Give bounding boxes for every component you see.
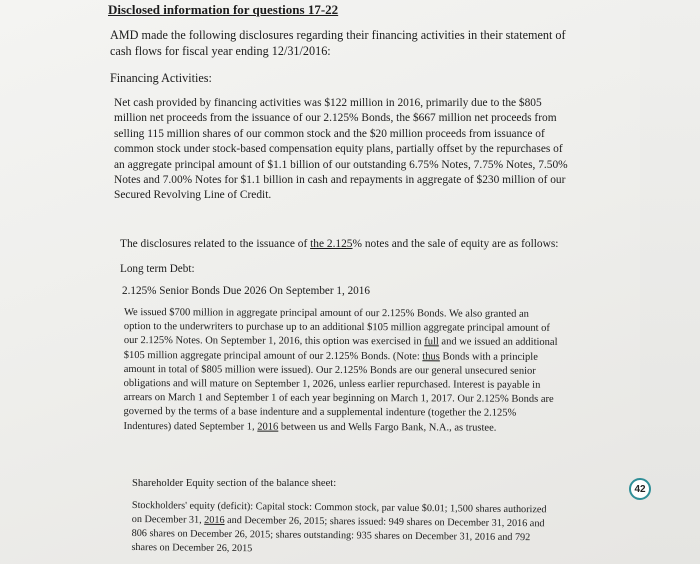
disclosures-intro-after: % notes and the sale of equity are as follows: bbox=[352, 238, 559, 250]
equity-section-label: Shareholder Equity section of the balance sheet: bbox=[132, 478, 337, 489]
financing-activities-paragraph: Net cash provided by financing activities was $122 million in 2016, primarily due to the $805 million net proceeds from the issuance of our 2.125% Bonds, the $667 million net proceeds from selling 115 million shares of our common stock and the $20 million proceeds from issuance of common stock under stock-based compensation equity plans, partially offset by the repurchases of an aggregate principal amount of $1.1 billion of our outstanding 6.75% Notes, 7.75% Notes, 7.50% Notes and 7.00% Notes for $1.1 billion in cash and repayments in aggregate of $230 million of our Secured Revolving Line of Credit. bbox=[114, 97, 568, 202]
bond-text-underlined-full: full bbox=[424, 336, 439, 348]
right-margin bbox=[640, 0, 700, 564]
disclosures-intro bbox=[120, 236, 558, 252]
bond-text-underlined-2016: 2016 bbox=[257, 421, 279, 433]
equity-paragraph bbox=[131, 499, 554, 560]
section-title: Disclosed information for questions 17-22 bbox=[108, 2, 339, 17]
equity-text-underlined-2016: 2016 bbox=[204, 514, 225, 527]
intro-paragraph: AMD made the following disclosures regarding their financing activities in their statement of cash flows for fiscal year ending 12/31/2016: bbox=[110, 28, 566, 59]
page-count-badge[interactable]: 42 bbox=[629, 478, 651, 500]
disclosures-intro-underlined: the 2.125 bbox=[310, 238, 353, 250]
bond-text-part2: and we issued an additional $105 million aggregate principal amount of our 2.125% Bonds. (Note: bbox=[123, 336, 558, 362]
bond-text-part1: We issued $700 million in aggregate principal amount of our 2.125% Bonds. We also granted an option to the underwriters to purchase up to an additional $105 million aggregate principal amount of our 2.125% Notes. On September 1, 2016, this option was exercised in bbox=[123, 307, 550, 348]
bond-text-underlined-thus: thus bbox=[422, 350, 440, 362]
bond-paragraph bbox=[123, 306, 558, 436]
bond-text-part4: between us and Wells Fargo Bank, N.A., as trustee. bbox=[278, 421, 497, 434]
bond-heading: 2.125% Senior Bonds Due 2026 On September 1, 2016 bbox=[122, 285, 370, 297]
financing-activities-label: Financing Activities: bbox=[110, 71, 212, 85]
bond-text-part3: Bonds with a principle amount in total of $805 million were issued). Our 2.125% Bonds are our general unsecured senior obligations and will mature on September 1, 2026, unless earlier repurchased. Interest is payable in arrears on March 1 and September 1 of each year beginning on March 1, 2017. Our 2.125% Bonds are governed by the terms of a base indenture and a supplemental indenture (together the 2.125% Indentures) dated September 1, bbox=[123, 350, 554, 433]
equity-text-part1: Stockholders' equity (deficit): Capital stock: Common stock, par value $0.01; 1,500 shares authorized on December 31, bbox=[131, 499, 547, 526]
disclosures-intro-before: The disclosures related to the issuance of bbox=[120, 238, 311, 250]
equity-text-part2: and December 26, 2015; shares issued: 949 shares on December 31, 2016 and 806 shares on December 26, 2015; shares outstanding: 935 shares on December 31, 2016 and 792 shares on December 26, 2015 bbox=[131, 515, 545, 555]
long-term-debt-label: Long term Debt: bbox=[120, 263, 195, 275]
